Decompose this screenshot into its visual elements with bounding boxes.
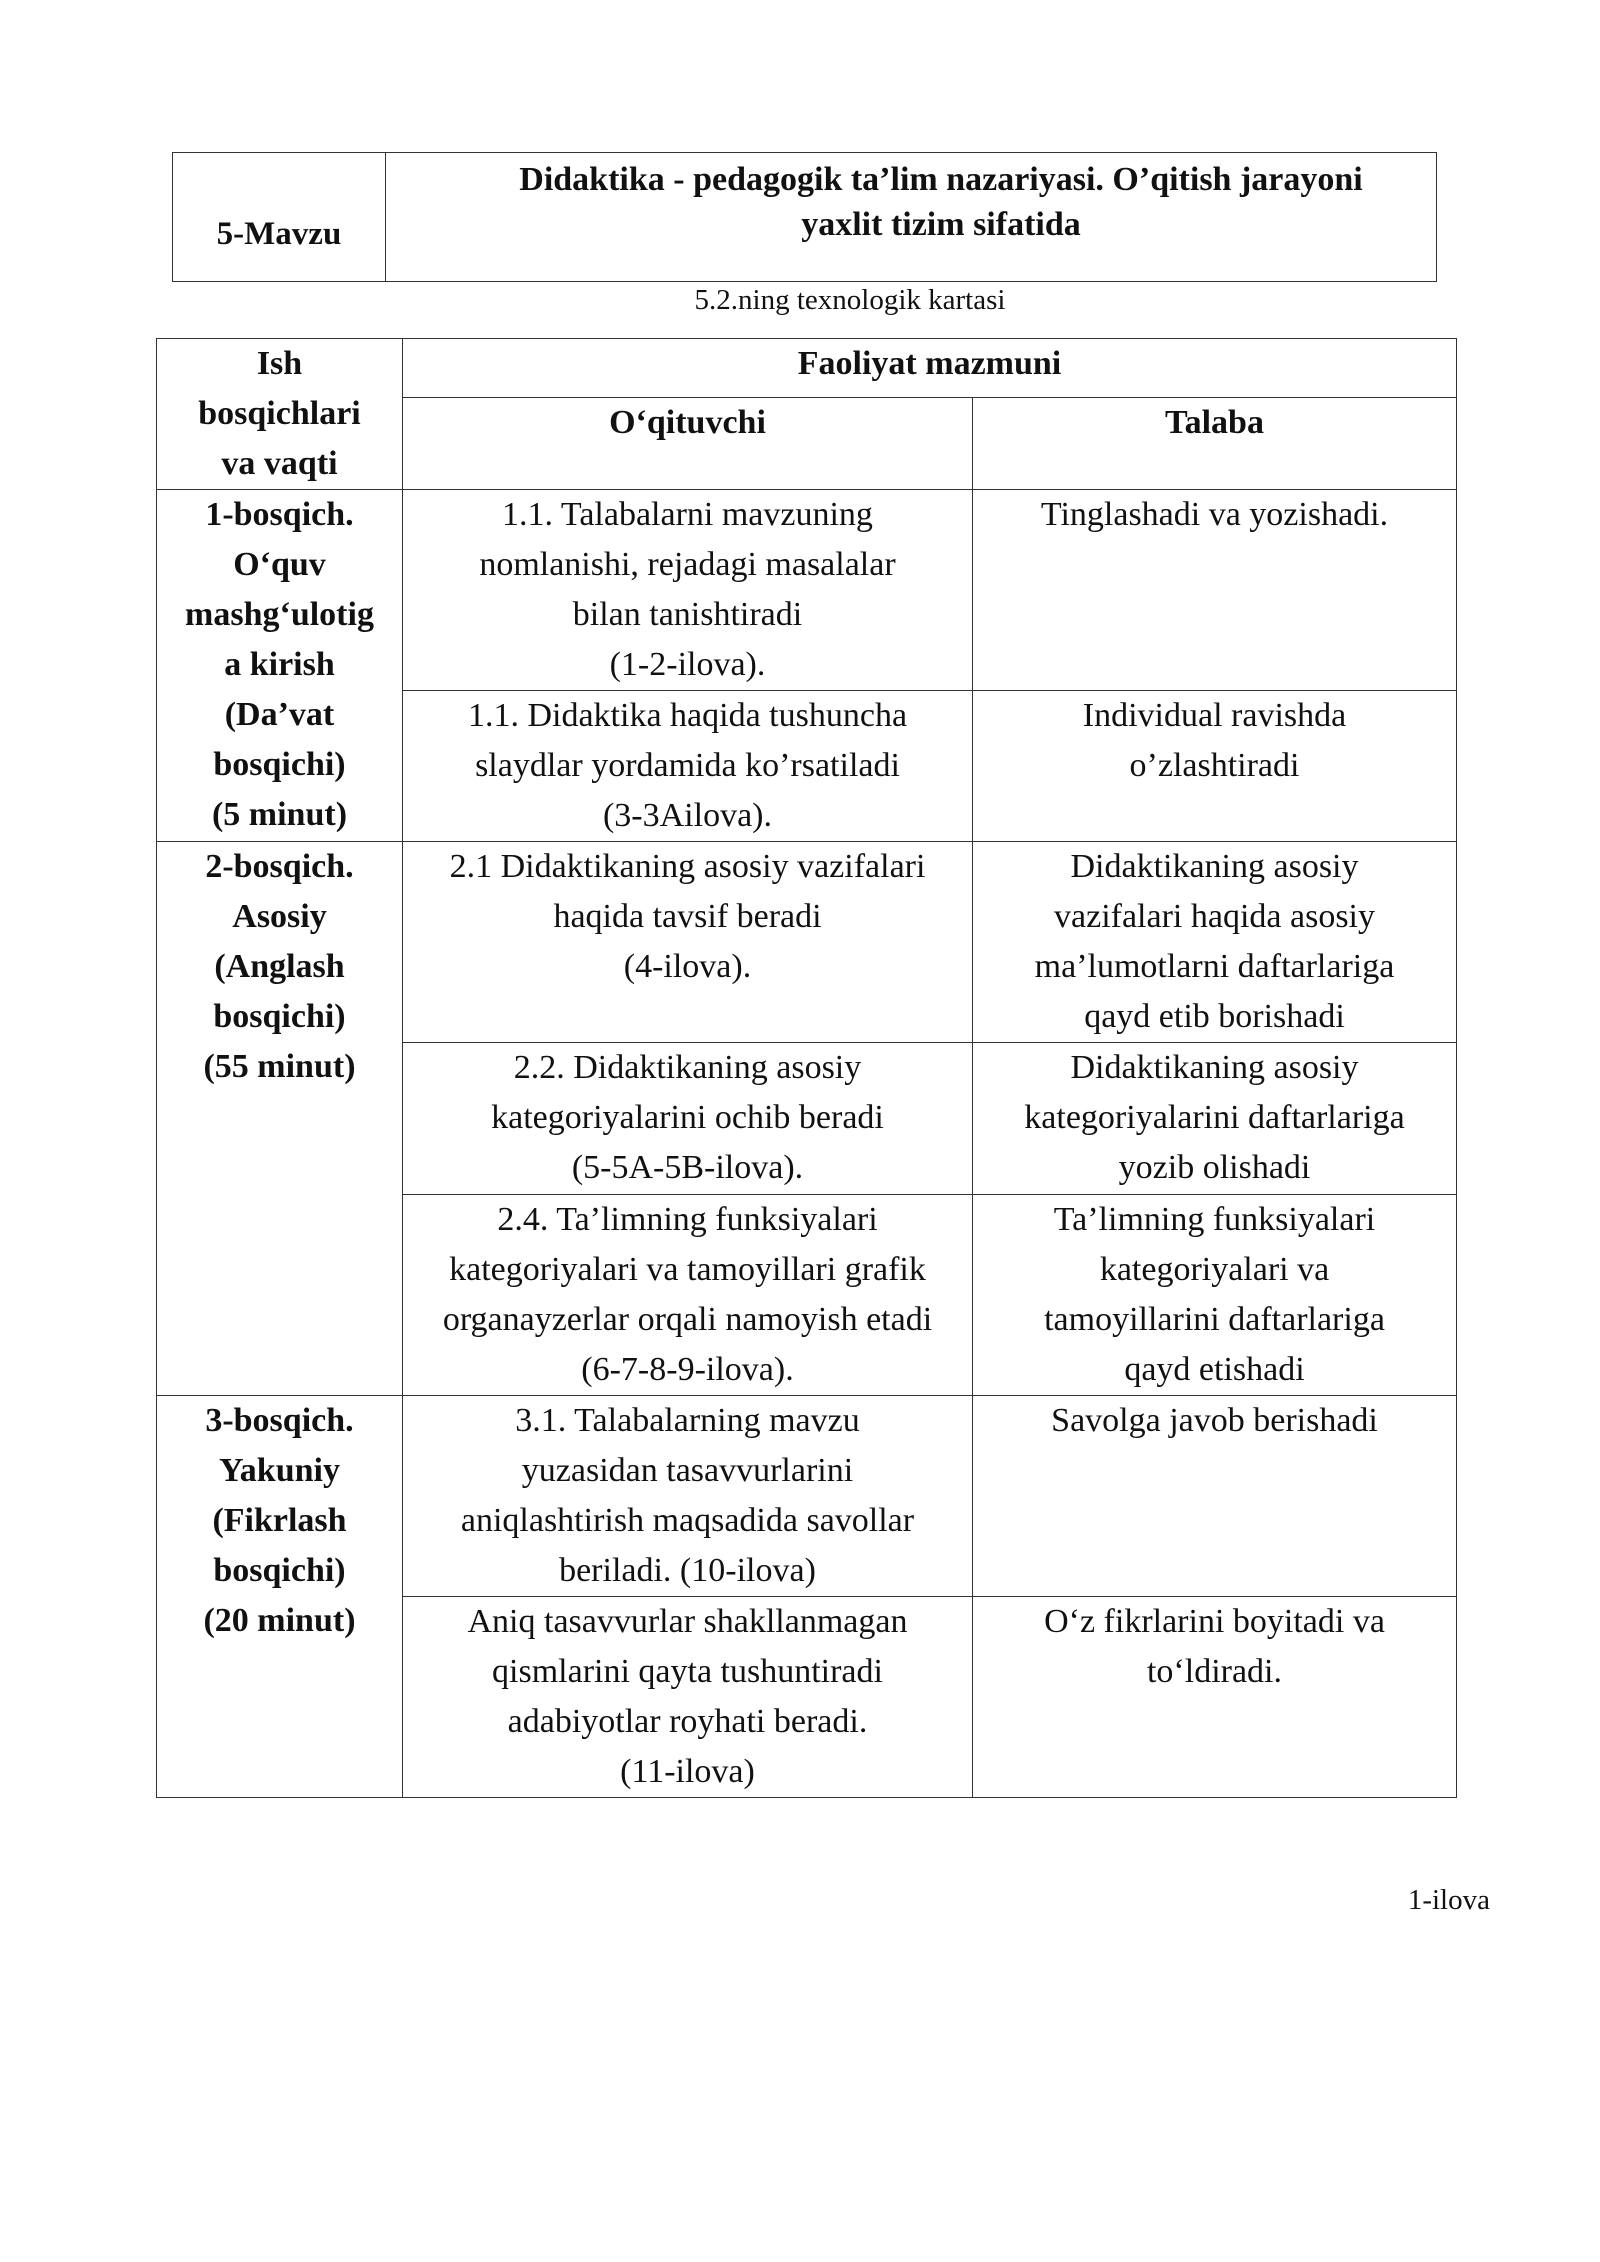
cell-text-line: Ta’limning funksiyalari	[1053, 1201, 1376, 1238]
student-activity-cell	[973, 1396, 1457, 1597]
cell-text-line: bosqichi)	[213, 746, 346, 783]
cell-text-line: 1-bosqich.	[205, 496, 354, 533]
cell-text-line: yuzasidan tasavvurlarini	[521, 1452, 854, 1489]
table-row	[157, 1396, 1457, 1597]
cell-text-line: beriladi. (10-ilova)	[559, 1552, 816, 1589]
cell-text-line: (Fikrlash	[212, 1502, 347, 1539]
cell-text-line: kategoriyalarini ochib beradi	[491, 1099, 884, 1136]
cell-text-line: 3.1. Talabalarning mavzu	[515, 1402, 860, 1439]
topic-title	[386, 153, 1437, 282]
stage-header-line: bosqichlari	[198, 395, 361, 432]
teacher-activity-cell	[403, 1043, 973, 1195]
cell-text-line: kategoriyalarini daftarlariga	[1024, 1099, 1405, 1136]
cell-text-line: (1-2-ilova).	[609, 646, 766, 683]
table-row	[157, 842, 1457, 1043]
topic-title-line-2: yaxlit tizim sifatida	[801, 206, 1081, 243]
cell-text-line: 2.2. Didaktikaning asosiy	[513, 1049, 862, 1086]
cell-text-line: qayd etib borishadi	[1084, 998, 1345, 1035]
cell-text-line: 2-bosqich.	[205, 848, 354, 885]
teacher-activity-cell	[403, 490, 973, 691]
cell-text-line: 1.1. Didaktika haqida tushuncha	[467, 697, 908, 734]
stage-cell	[157, 1396, 403, 1798]
cell-text-line: Didaktikaning asosiy	[1070, 848, 1359, 885]
cell-text-line: (6-7-8-9-ilova).	[581, 1351, 794, 1388]
cell-text-line: (3-3Ailova).	[602, 797, 772, 834]
cell-text-line: Aniq tasavvurlar shakllanmagan	[467, 1603, 908, 1640]
cell-text-line: Tinglashadi va yozishadi.	[1040, 496, 1389, 533]
cell-text-line: a kirish	[224, 646, 335, 683]
cell-text-line: ma’lumotlarni daftarlariga	[1034, 948, 1395, 985]
cell-text-line: Asosiy	[232, 898, 327, 935]
table-row	[157, 490, 1457, 691]
cell-text-line: (5 minut)	[211, 796, 348, 833]
cell-text-line: Individual ravishda	[1082, 697, 1347, 734]
topic-title-line-1: Didaktika - pedagogik ta’lim nazariyasi. O’qitish jarayoni	[519, 161, 1363, 198]
stage-column-header	[157, 339, 403, 490]
teacher-activity-cell	[403, 1396, 973, 1597]
cell-text-line: aniqlashtirish maqsadida savollar	[460, 1502, 915, 1539]
cell-text-line: qismlarini qayta tushuntiradi	[492, 1653, 883, 1690]
cell-text-line: (20 minut)	[203, 1602, 356, 1639]
teacher-activity-cell	[403, 691, 973, 842]
student-activity-cell	[973, 1195, 1457, 1396]
stage-cell	[157, 490, 403, 842]
teacher-activity-cell	[403, 1597, 973, 1798]
cell-text-line: vazifalari haqida asosiy	[1054, 898, 1375, 935]
cell-text-line: haqida tavsif beradi	[553, 898, 822, 935]
cell-text-line: mashg‘ulotig	[185, 596, 374, 633]
cell-text-line: yozib olishadi	[1118, 1149, 1311, 1186]
cell-text-line: 2.1 Didaktikaning asosiy vazifalari	[449, 848, 926, 885]
teacher-activity-cell	[403, 842, 973, 1043]
cell-text-line: o’zlashtiradi	[1129, 747, 1300, 784]
student-activity-cell	[973, 1043, 1457, 1195]
cell-text-line: (Anglash	[214, 948, 345, 985]
stage-cell	[157, 842, 403, 1396]
cell-text-line: Didaktikaning asosiy	[1070, 1049, 1359, 1086]
cell-text-line: bosqichi)	[213, 1552, 346, 1589]
teacher-activity-cell	[403, 1195, 973, 1396]
teacher-header: O‘qituvchi	[403, 398, 973, 490]
student-activity-cell	[973, 1597, 1457, 1798]
cell-text-line: bosqichi)	[213, 998, 346, 1035]
card-subtitle: 5.2.ning texnologik kartasi	[694, 284, 1006, 316]
student-header: Talaba	[973, 398, 1457, 490]
student-activity-cell	[973, 490, 1457, 691]
cell-text-line: 3-bosqich.	[205, 1402, 354, 1439]
cell-text-line: adabiyotlar royhati beradi.	[507, 1703, 868, 1740]
technology-card-table	[156, 338, 1457, 1798]
cell-text-line: qayd etishadi	[1124, 1351, 1305, 1388]
cell-text-line: (4-ilova).	[623, 948, 752, 985]
cell-text-line: bilan tanishtiradi	[572, 596, 803, 633]
cell-text-line: (5-5A-5B-ilova).	[571, 1149, 804, 1186]
cell-text-line: O‘z fikrlarini boyitadi va	[1044, 1603, 1385, 1640]
student-activity-cell	[973, 842, 1457, 1043]
student-activity-cell	[973, 691, 1457, 842]
cell-text-line: tamoyillarini daftarlariga	[1044, 1301, 1385, 1338]
cell-text-line: Savolga javob berishadi	[1051, 1402, 1378, 1439]
stage-header-line: Ish	[256, 345, 303, 382]
cell-text-line: kategoriyalari va tamoyillari grafik	[449, 1251, 926, 1288]
cell-text-line: (11-ilova)	[620, 1753, 755, 1790]
cell-text-line: to‘ldiradi.	[1146, 1653, 1283, 1690]
cell-text-line: O‘quv	[233, 546, 326, 583]
cell-text-line: nomlanishi, rejadagi masalalar	[479, 546, 896, 583]
topic-label: 5-Mavzu	[173, 153, 386, 282]
cell-text-line: slaydlar yordamida ko’rsatiladi	[475, 747, 900, 784]
topic-header-table	[172, 152, 1437, 282]
cell-text-line: (55 minut)	[203, 1048, 356, 1085]
cell-text-line: 1.1. Talabalarni mavzuning	[502, 496, 873, 533]
activity-header: Faoliyat mazmuni	[403, 339, 1457, 398]
footer-appendix-note: 1-ilova	[1407, 1884, 1490, 1916]
cell-text-line: kategoriyalari va	[1099, 1251, 1330, 1288]
cell-text-line: Yakuniy	[219, 1452, 340, 1489]
cell-text-line: organayzerlar orqali namoyish etadi	[442, 1301, 933, 1338]
cell-text-line: (Da’vat	[224, 696, 335, 733]
cell-text-line: 2.4. Ta’limning funksiyalari	[497, 1201, 878, 1238]
stage-header-line: va vaqti	[221, 445, 338, 482]
